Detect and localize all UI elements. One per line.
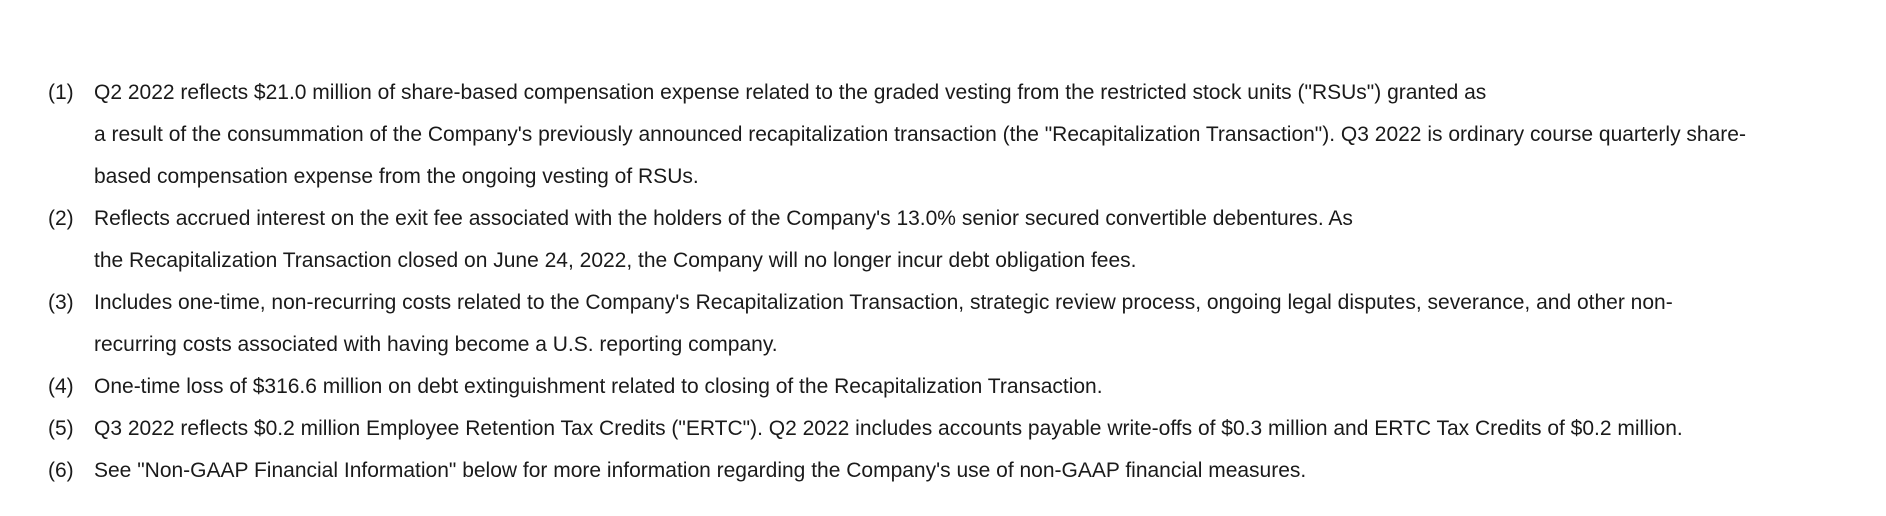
- footnote-line: Q2 2022 reflects $21.0 million of share-based compensation expense related to the graded vesting from the restricted stock units ("RSUs") granted as: [94, 81, 1487, 104]
- footnote-text: [94, 408, 1886, 450]
- footnote-text: [94, 450, 1886, 492]
- footnote-line: One-time loss of $316.6 million on debt extinguishment related to closing of the Recapitalization Transaction.: [94, 375, 1103, 398]
- footnote-5: [0, 408, 1886, 450]
- footnote-line: Includes one-time, non-recurring costs related to the Company's Recapitalization Transaction, strategic review process, ongoing legal disputes, severance, and other non-: [94, 291, 1673, 314]
- footnote-number: (1): [48, 81, 74, 104]
- footnotes-list: [0, 72, 1886, 492]
- footnote-number: (3): [48, 291, 74, 314]
- footnote-3: [0, 282, 1886, 366]
- footnote-text: [94, 72, 1886, 198]
- footnote-2: [0, 198, 1886, 282]
- footnote-text: [94, 366, 1886, 408]
- footnote-4: [0, 366, 1886, 408]
- footnote-6: [0, 450, 1886, 492]
- footnote-line: the Recapitalization Transaction closed on June 24, 2022, the Company will no longer incur debt obligation fees.: [94, 249, 1137, 272]
- footnote-line: Q3 2022 reflects $0.2 million Employee Retention Tax Credits ("ERTC"). Q2 2022 includes accounts payable write-offs of $0.3 million and ERTC Tax Credits of $0.2 million.: [94, 417, 1683, 440]
- footnote-line: a result of the consummation of the Company's previously announced recapitalization transaction (the "Recapitalization Transaction"). Q3 2022 is ordinary course quarterly share-: [94, 123, 1746, 146]
- footnote-number: (4): [48, 375, 74, 398]
- footnote-number: (6): [48, 459, 74, 482]
- footnote-text: [94, 282, 1886, 366]
- footnote-line: See "Non-GAAP Financial Information" below for more information regarding the Company's use of non-GAAP financial measures.: [94, 459, 1307, 482]
- footnote-line: based compensation expense from the ongoing vesting of RSUs.: [94, 165, 699, 188]
- footnote-1: [0, 72, 1886, 198]
- footnote-number: (5): [48, 417, 74, 440]
- footnote-line: recurring costs associated with having become a U.S. reporting company.: [94, 333, 778, 356]
- footnote-line: Reflects accrued interest on the exit fee associated with the holders of the Company's 13.0% senior secured convertible debentures. As: [94, 207, 1353, 230]
- footnote-number: (2): [48, 207, 74, 230]
- footnote-text: [94, 198, 1886, 282]
